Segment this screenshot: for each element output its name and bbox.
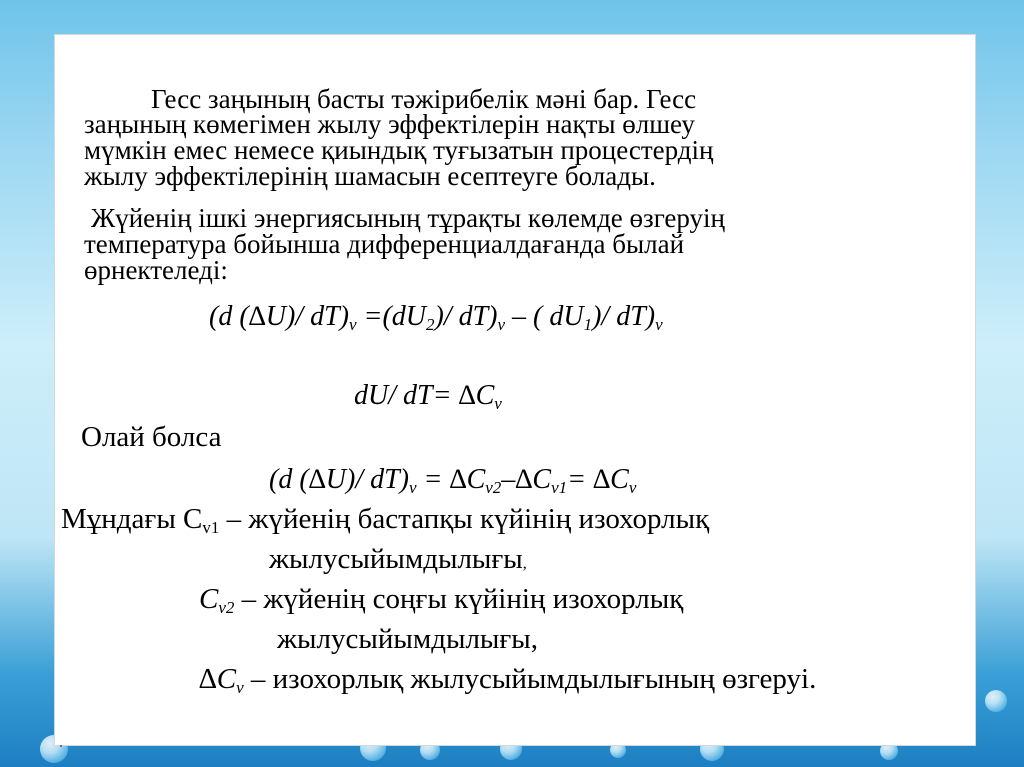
footer-dot: [60, 745, 62, 747]
then-label: Олай болса: [81, 421, 222, 453]
paragraph-2-line-3: өрнектеледі:: [84, 255, 228, 285]
paragraph-2-line-2: температура бойынша дифференциалдағанда былай: [84, 229, 685, 259]
paragraph-1-line-4: жылу эффектілерінің шамасын есептеуге болады.: [84, 161, 656, 191]
paragraph-1-line-3: мүмкін емес немесе қиындық туғызатын процестердің: [84, 135, 714, 165]
definition-cv2-continuation: жылусыйымдылығы,: [277, 623, 539, 655]
water-bubble: [985, 690, 1007, 712]
definition-cv1: Мұндағы $C_{v1}$ – жүйенің бастапқы күйінің изохорлық: [61, 503, 710, 537]
paragraph-1-line-2: заңының көмегімен жылу эффектілерін нақты өлшеу: [84, 109, 695, 139]
formula-heat-capacity: dU/ $dT= \Delta C_v$: [354, 380, 502, 413]
slide-content-card: [54, 34, 976, 746]
definition-cv2: $C_{v2}$ – жүйенің соңғы күйінің изохорлық: [199, 583, 684, 617]
definition-delta-cv: $\Delta C_v$ – изохорлық жылусыйымдылығының өзгеруі.: [199, 663, 817, 697]
paragraph-1-line-1: Гесс заңының басты тәжірибелік мәні бар. Гесс: [151, 84, 697, 114]
definition-cv1-continuation: жылусыйымдылығы,: [269, 543, 527, 575]
formula-heat-capacity-change: (d (∆U)/ $dT)_v = \Delta C_{v2}-\Delta C_{v1}= \Delta C_v$: [269, 464, 637, 497]
formula-internal-energy-derivative: (d (∆U)/ $dT)_v =(dU_2)/$ $dT)_v$ – ( $dU_1)/$ $dT)_v$: [209, 301, 663, 334]
paragraph-2-line-1: Жүйенің ішкі энергиясының тұрақты көлемде өзгеруің: [91, 203, 725, 233]
